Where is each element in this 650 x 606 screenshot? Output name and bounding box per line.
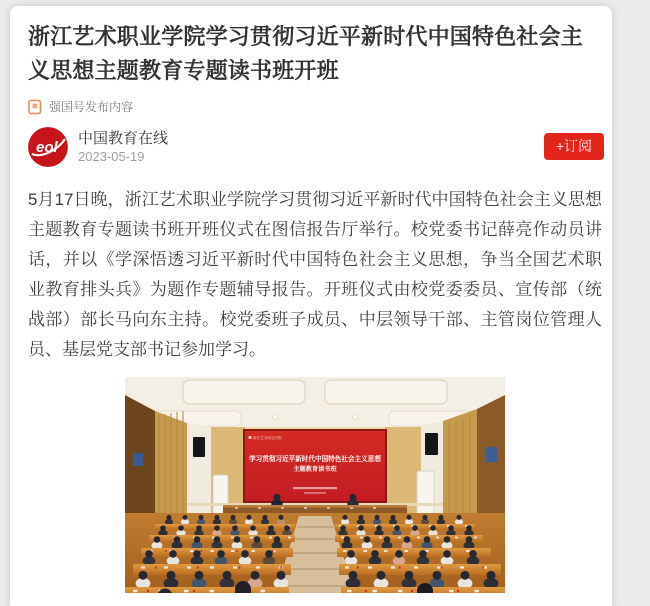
publisher-meta — [78, 129, 168, 166]
lecture-hall-photo — [125, 377, 505, 593]
photo-screen — [243, 429, 387, 503]
publisher-logo-icon — [28, 127, 68, 167]
publisher-name[interactable]: 中国教育在线 — [78, 129, 169, 147]
screen-banner-line2: 主题教育读书班 — [293, 466, 337, 473]
subscribe-button[interactable]: +订阅 — [544, 133, 604, 160]
screen-logo-text: 浙江艺术职业学院 — [253, 436, 282, 440]
screen-banner-line1: 学习贯彻习近平新时代中国特色社会主义思想 — [249, 456, 381, 463]
article-card — [10, 6, 612, 606]
source-badge-label: 强国号发布内容 — [49, 100, 134, 114]
publisher-row — [28, 127, 602, 167]
source-badge — [28, 98, 602, 115]
article-title: 浙江艺术职业学院学习贯彻习近平新时代中国特色社会主义思想主题教育专题读书班开班 — [28, 24, 584, 83]
publish-date: 2023-05-19 — [78, 148, 145, 164]
avatar-text: eol — [36, 139, 58, 156]
publisher-avatar[interactable] — [28, 127, 68, 167]
article-photo[interactable] — [125, 377, 505, 593]
qiangguo-badge-icon — [28, 99, 42, 115]
article-paragraph: 5月17日晚，浙江艺术职业学院学习贯彻习近平新时代中国特色社会主义思想主题教育专题读书班开班仪式在图信报告厅举行。校党委书记薛亮作动员讲话，并以《学深悟透习近平新时代中国特色社会主义思想，争当全国艺术职业教育排头兵》为题作专题辅导报告。开班仪式由校党委委员、宣传部（统战部）部长马向东主持。校党委班子成员、中层领导干部、主管岗位管理人员、基层党支部书记参加学习。 — [28, 190, 602, 359]
